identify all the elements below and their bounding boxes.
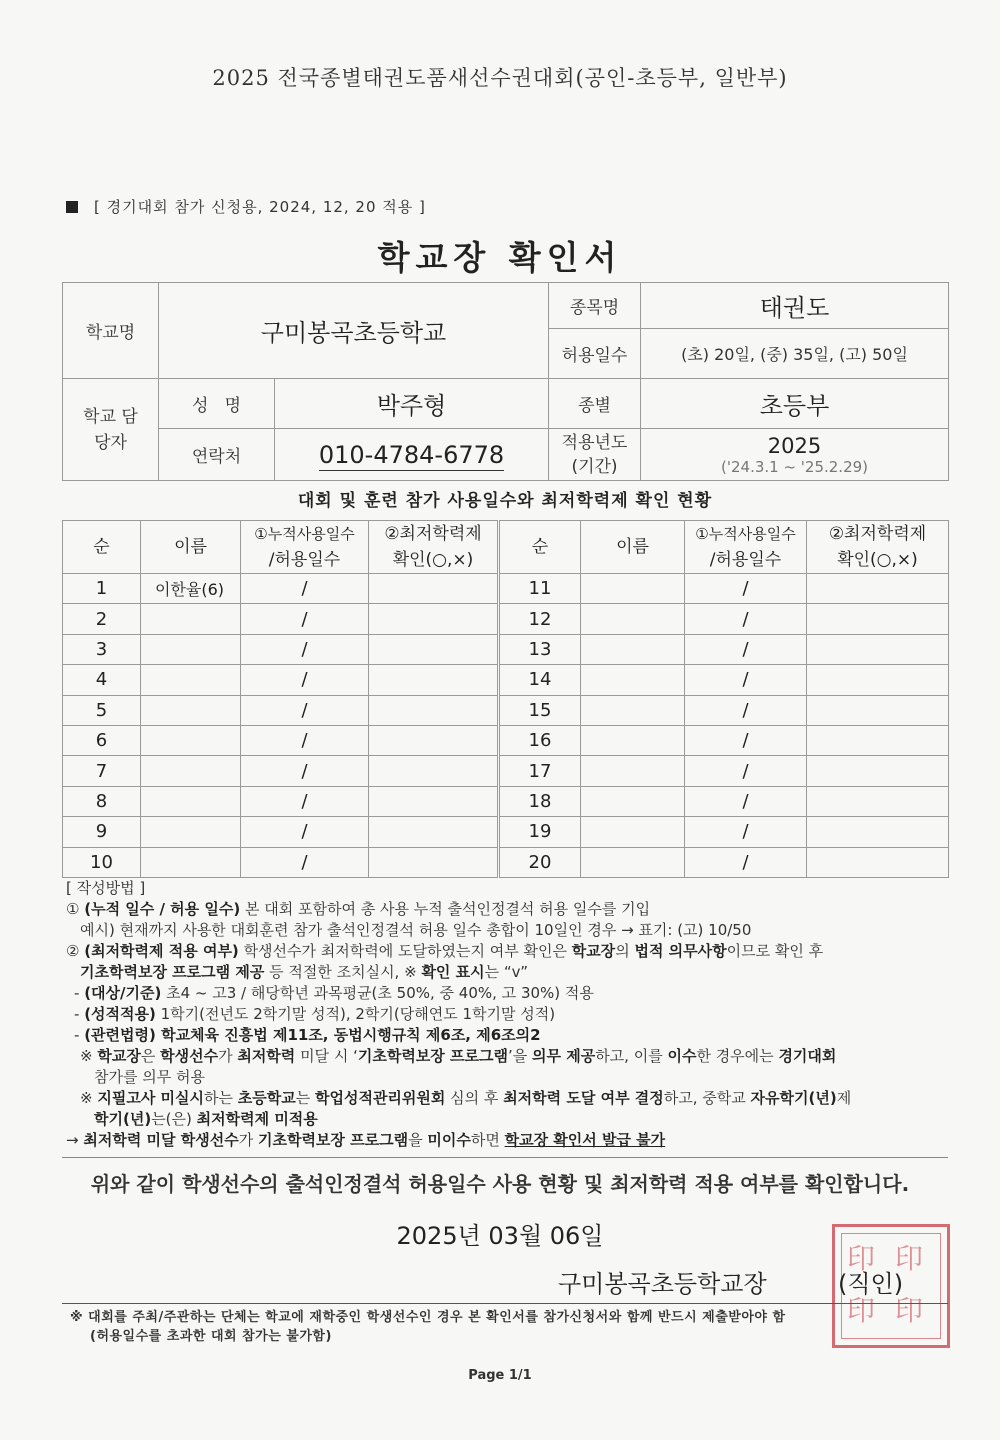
- header-acad-right: [807, 521, 949, 574]
- t: 하면: [470, 1131, 505, 1149]
- division-value: 초등부: [641, 379, 949, 429]
- row-no: 8: [63, 786, 141, 816]
- square-bullet-icon: [66, 201, 78, 213]
- table-row: [63, 725, 949, 755]
- t: 기초학력보장 프로그램: [257, 1131, 409, 1149]
- table-row: [63, 574, 949, 604]
- t: 1학기(전년도 2학기말 성적), 2학기(당해연도 1학기말 성적): [155, 1005, 556, 1023]
- t: 최저학력 미달 학생선수: [83, 1131, 239, 1149]
- year-label: 적용년도 (기간): [549, 429, 641, 481]
- row-acad: [369, 786, 499, 816]
- t: 는: [295, 1089, 315, 1107]
- row-acad-right: [807, 817, 949, 847]
- t: -: [74, 984, 85, 1002]
- t: 학생선수가 최저학력에 도달하였는지 여부 확인은: [238, 942, 572, 960]
- method-title: [ 작성방법 ]: [66, 879, 146, 897]
- row-acad-right: [807, 574, 949, 604]
- row-days-right: /: [685, 574, 807, 604]
- t: 한 경우에는: [696, 1047, 779, 1065]
- row-days-right: /: [685, 634, 807, 664]
- row-name: [141, 695, 241, 725]
- t: 하고, 이를: [595, 1047, 668, 1065]
- t: 경기대회: [778, 1047, 837, 1065]
- year-period: ('24.3.1 ~ '25.2.29): [721, 457, 869, 476]
- row-no: 2: [63, 604, 141, 634]
- header-days-right: [685, 521, 807, 574]
- event-title: 2025 전국종별태권도품새선수권대회(공인-초등부, 일반부): [212, 66, 788, 90]
- row-acad: [369, 665, 499, 695]
- header-acad: [369, 521, 499, 574]
- manager-label: 학교 담당자: [63, 379, 159, 481]
- row-acad: [369, 847, 499, 877]
- method-line: [66, 1109, 946, 1130]
- method-line: [66, 899, 946, 920]
- row-name: 이한율(6): [141, 574, 241, 604]
- row-no: 6: [63, 725, 141, 755]
- t: 최저학력: [237, 1047, 296, 1065]
- row-no-right: 20: [499, 847, 581, 877]
- row-no-right: 19: [499, 817, 581, 847]
- t: 최저학력제 미적용: [196, 1110, 318, 1128]
- t: 기초학력보장 프로그램 제공: [80, 963, 265, 981]
- t: 최저학력 도달 여부 결정: [503, 1089, 664, 1107]
- row-name: [141, 725, 241, 755]
- header-acad-line1: ②최저학력제: [384, 524, 482, 544]
- t: 학업성적관리위원회: [314, 1089, 446, 1107]
- row-days: /: [241, 695, 369, 725]
- issue-date: 2025년 03월 06일: [396, 1222, 604, 1250]
- confirmation-statement: 위와 같이 학생선수의 출석인정결석 허용일수 사용 현황 및 최저학력 적용 여부를 확인합니다.: [90, 1172, 910, 1196]
- t: 가: [238, 1131, 258, 1149]
- row-days: /: [241, 604, 369, 634]
- t: 초4 ~ 고3 / 해당학년 과목평균(초 50%, 중 40%, 고 30%) 적용: [161, 984, 594, 1002]
- header-acad-line2: 확인(○,×): [392, 550, 474, 570]
- row-days: /: [241, 817, 369, 847]
- row-name: [141, 786, 241, 816]
- t: 기초학력보장 프로그램: [357, 1047, 508, 1065]
- t: ②: [66, 942, 85, 960]
- row-acad-right: [807, 695, 949, 725]
- row-name-right: [581, 847, 685, 877]
- row-days: /: [241, 725, 369, 755]
- table-row: [63, 695, 949, 725]
- manager-name-label: 성 명: [159, 379, 275, 429]
- t: (성적적용): [84, 1005, 156, 1023]
- method-line: 예시) 현재까지 사용한 대회훈련 참가 출석인정결석 허용 일수 총합이 10일인 경우 → 표기: (고) 10/50: [80, 921, 752, 939]
- seal-glyph: 印: [895, 1242, 924, 1275]
- school-info-table: [62, 282, 949, 481]
- t: 가: [218, 1047, 238, 1065]
- row-no: 10: [63, 847, 141, 877]
- t: →: [66, 1131, 84, 1149]
- year-value: 2025: [767, 433, 822, 458]
- row-days: /: [241, 786, 369, 816]
- header-name-right: 이름: [581, 521, 685, 574]
- header-no: 순: [63, 521, 141, 574]
- t: 미이수: [427, 1131, 471, 1149]
- row-days-right: /: [685, 817, 807, 847]
- header-acad-line2-right: 확인(○,×): [837, 550, 918, 570]
- row-name: [141, 604, 241, 634]
- table-row: [63, 665, 949, 695]
- row-days: /: [241, 756, 369, 786]
- row-acad: [369, 634, 499, 664]
- row-acad-right: [807, 604, 949, 634]
- t: 자유학기(년): [750, 1089, 837, 1107]
- school-name-label: 학교명: [63, 283, 159, 379]
- row-no-right: 13: [499, 634, 581, 664]
- method-line: [66, 1004, 946, 1025]
- table-row: [63, 634, 949, 664]
- t: 지필고사 미실시: [97, 1089, 204, 1107]
- row-no-right: 18: [499, 786, 581, 816]
- header-days-line1-right: ①누적사용일수: [695, 525, 796, 543]
- contact-cell: [275, 429, 549, 481]
- t: 은: [140, 1047, 161, 1065]
- participation-table: [62, 520, 949, 878]
- row-days-right: /: [685, 695, 807, 725]
- school-name: 구미봉곡초등학교: [159, 283, 549, 379]
- t: 심의 후: [445, 1089, 504, 1107]
- allowed-days-value: (초) 20일, (중) 35일, (고) 50일: [641, 329, 949, 379]
- principal-title: 구미봉곡초등학교장: [558, 1270, 767, 1298]
- table-row: [63, 847, 949, 877]
- t: 확인 표시: [421, 963, 485, 981]
- row-no-right: 14: [499, 665, 581, 695]
- section-title: 대회 및 훈련 참가 사용일수와 최저학력제 확인 현황: [297, 491, 713, 511]
- t: ①: [66, 900, 85, 918]
- row-no: 7: [63, 756, 141, 786]
- t: 는(은): [151, 1110, 197, 1128]
- footnote-line1: ※ 대회를 주최/주관하는 단체는 학교에 재학중인 학생선수인 경우 본 확인서를 참가신청서와 함께 반드시 제출받아야 함: [70, 1310, 786, 1325]
- row-acad: [369, 695, 499, 725]
- document-title: 학교장 확인서: [377, 238, 623, 277]
- row-name: [141, 847, 241, 877]
- form-tag: [66, 196, 426, 217]
- t: -: [74, 1005, 85, 1023]
- row-no: 3: [63, 634, 141, 664]
- t: 하고, 중학교: [663, 1089, 751, 1107]
- row-no: 9: [63, 817, 141, 847]
- header-no-right: 순: [499, 521, 581, 574]
- method-line: [66, 1046, 946, 1067]
- year-cell: [641, 429, 949, 481]
- allowed-days-label: 허용일수: [549, 329, 641, 379]
- method-line: [66, 1088, 946, 1109]
- row-no: 4: [63, 665, 141, 695]
- method-line: [66, 983, 946, 1004]
- row-name-right: [581, 695, 685, 725]
- table-row: [63, 756, 949, 786]
- t: (누적 일수 / 허용 일수): [84, 900, 241, 918]
- row-days-right: /: [685, 847, 807, 877]
- contact-value: 010-4784-6778: [318, 440, 505, 469]
- row-days-right: /: [685, 725, 807, 755]
- manager-name: 박주형: [275, 379, 549, 429]
- table-row: [63, 604, 949, 634]
- contact-label: 연락처: [159, 429, 275, 481]
- division-label: 종별: [549, 379, 641, 429]
- row-days-right: /: [685, 756, 807, 786]
- row-days: /: [241, 634, 369, 664]
- table-row: [63, 817, 949, 847]
- header-days-line1: ①누적사용일수: [254, 525, 355, 543]
- t: 미달 시 ‘: [295, 1047, 358, 1065]
- divider: [62, 1157, 948, 1158]
- method-line: [66, 1025, 946, 1046]
- row-acad-right: [807, 665, 949, 695]
- row-days-right: /: [685, 665, 807, 695]
- sport-label: 종목명: [549, 283, 641, 329]
- t: 제: [836, 1089, 852, 1107]
- method-line: 참가를 의무 허용: [94, 1068, 205, 1086]
- t: 학교장 확인서 발급 불가: [504, 1131, 666, 1149]
- row-name: [141, 817, 241, 847]
- row-no-right: 16: [499, 725, 581, 755]
- t: 이수: [667, 1047, 697, 1065]
- row-name-right: [581, 786, 685, 816]
- row-name-right: [581, 756, 685, 786]
- row-acad: [369, 817, 499, 847]
- row-name-right: [581, 725, 685, 755]
- form-tag-text: [ 경기대회 참가 신청용, 2024, 12, 20 적용 ]: [94, 198, 426, 216]
- t: 하는: [204, 1089, 238, 1107]
- method-line: [66, 941, 946, 962]
- row-name: [141, 634, 241, 664]
- seal-label: (직인): [838, 1270, 904, 1298]
- t: ※: [80, 1047, 98, 1065]
- row-name-right: [581, 817, 685, 847]
- row-days: /: [241, 574, 369, 604]
- t: 등 적절한 조치실시, ※: [264, 963, 422, 981]
- footnote-line2: (허용일수를 초과한 대회 참가는 불가함): [90, 1329, 332, 1344]
- header-days: [241, 521, 369, 574]
- row-acad-right: [807, 725, 949, 755]
- row-acad: [369, 725, 499, 755]
- header-days-line2-right: /허용일수: [709, 550, 782, 570]
- t: 학생선수: [160, 1047, 219, 1065]
- row-acad-right: [807, 786, 949, 816]
- t: 법적 의무사항: [634, 942, 727, 960]
- row-acad-right: [807, 634, 949, 664]
- row-days-right: /: [685, 604, 807, 634]
- row-acad: [369, 574, 499, 604]
- seal-glyph: 印: [847, 1294, 876, 1327]
- page-number: Page 1/1: [468, 1368, 532, 1383]
- footnote: [70, 1308, 786, 1346]
- row-no-right: 12: [499, 604, 581, 634]
- row-name-right: [581, 604, 685, 634]
- t: -: [74, 1026, 85, 1044]
- seal-glyph: 印: [895, 1294, 924, 1327]
- row-name-right: [581, 574, 685, 604]
- seal-glyph: 印: [847, 1242, 876, 1275]
- row-acad: [369, 604, 499, 634]
- t: 의무 제공: [532, 1047, 596, 1065]
- row-acad: [369, 756, 499, 786]
- row-days: /: [241, 665, 369, 695]
- row-days-right: /: [685, 786, 807, 816]
- row-name: [141, 665, 241, 695]
- row-days: /: [241, 847, 369, 877]
- row-name-right: [581, 634, 685, 664]
- row-no: 5: [63, 695, 141, 725]
- header-days-line2: /허용일수: [268, 550, 341, 570]
- t: 이므로 확인 후: [726, 942, 824, 960]
- writing-method: [66, 878, 946, 1151]
- t: 는 “v”: [484, 963, 529, 981]
- header-name: 이름: [141, 521, 241, 574]
- row-no-right: 15: [499, 695, 581, 725]
- t: (관련법령) 학교체육 진흥법 제11조, 동법시행규칙 제6조, 제6조의2: [84, 1026, 541, 1044]
- header-acad-line1-right: ②최저학력제: [828, 524, 927, 544]
- sport-value: 태권도: [641, 283, 949, 329]
- row-no-right: 17: [499, 756, 581, 786]
- t: (대상/기준): [84, 984, 162, 1002]
- t: 학교장: [571, 942, 616, 960]
- row-acad-right: [807, 847, 949, 877]
- row-name-right: [581, 665, 685, 695]
- t: 초등학교: [237, 1089, 296, 1107]
- row-name: [141, 756, 241, 786]
- row-no: 1: [63, 574, 141, 604]
- table-row: [63, 786, 949, 816]
- row-no-right: 11: [499, 574, 581, 604]
- t: (최저학력제 적용 여부): [84, 942, 239, 960]
- row-acad-right: [807, 756, 949, 786]
- t: 학기(년): [94, 1110, 152, 1128]
- t: 학교장: [97, 1047, 141, 1065]
- t: 을: [408, 1131, 428, 1149]
- method-line: [66, 1130, 946, 1151]
- t: ※: [80, 1089, 98, 1107]
- t: ’을: [507, 1047, 532, 1065]
- method-line: [66, 962, 946, 983]
- t: 본 대회 포함하여 총 사용 누적 출석인정결석 허용 일수를 기입: [240, 900, 651, 918]
- t: 의: [615, 942, 635, 960]
- divider: [62, 1303, 948, 1304]
